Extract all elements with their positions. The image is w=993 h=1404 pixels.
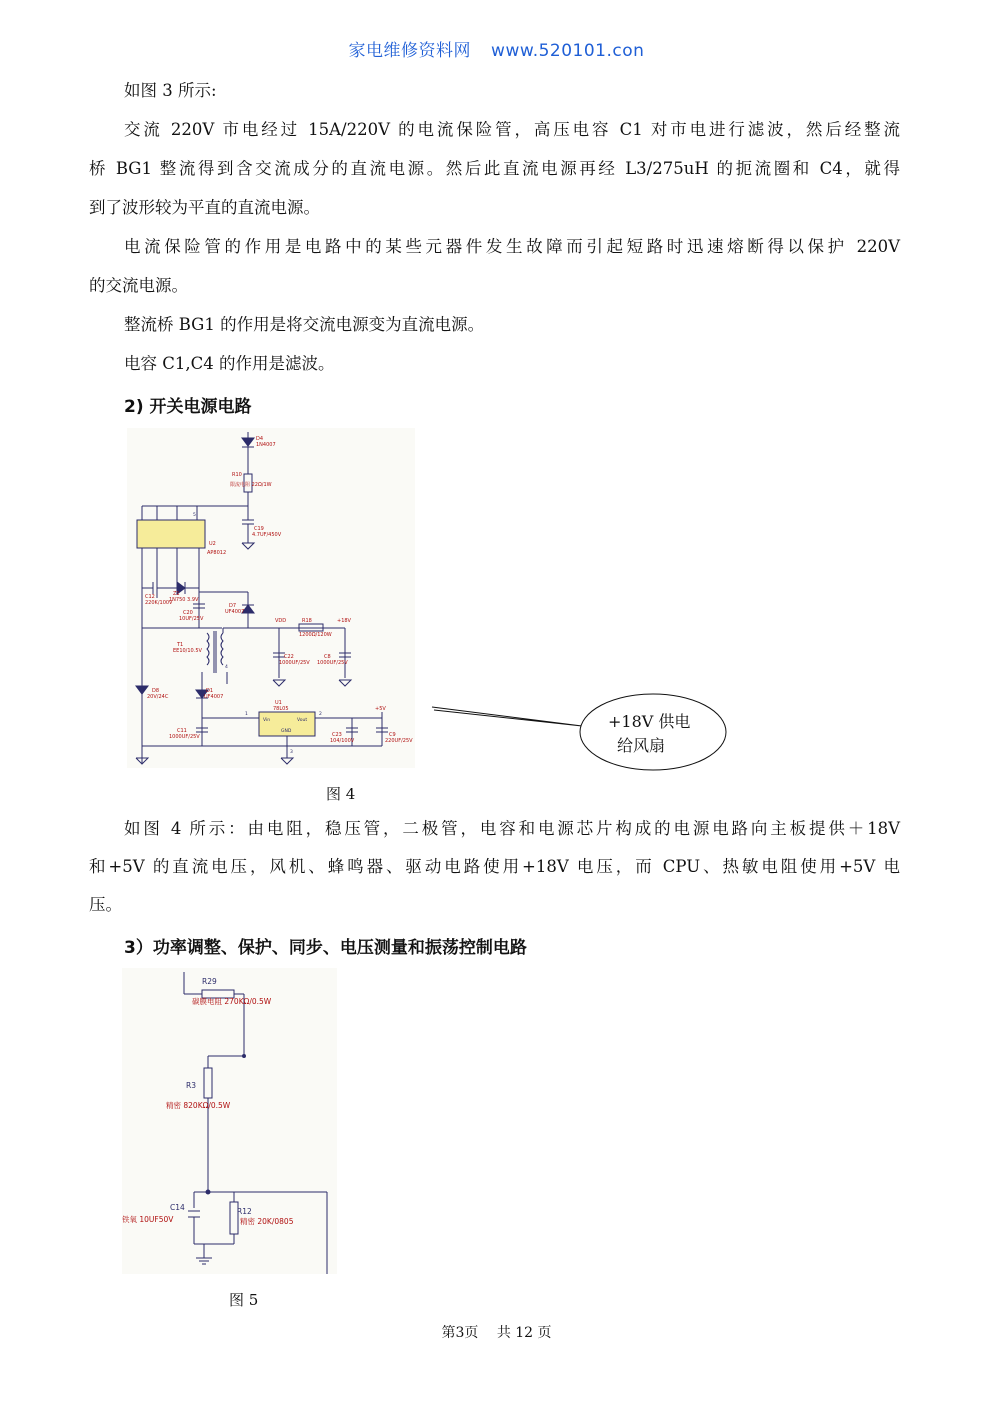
label-c8: C8 — [324, 654, 331, 660]
label-vout: Vout — [297, 718, 308, 723]
figure-5-schematic — [122, 968, 337, 1274]
callout-line-1: +18V 供电 — [608, 712, 691, 731]
site-name[interactable]: 家电维修资料网 — [348, 41, 472, 61]
paragraph-line: 交流 220V 市电经过 15A/220V 的电流保险管，高压电容 C1 对市电进行滤波，然后经整流 — [124, 120, 900, 139]
label-c11-val: 1000UF/25V — [169, 734, 200, 740]
label-pin3: 3 — [290, 750, 293, 755]
label-c20-val: 10UF/25V — [179, 616, 204, 622]
section-heading-3: 3）功率调整、保护、同步、电压测量和振荡控制电路 — [124, 938, 527, 958]
label-c20: C20 — [183, 610, 193, 616]
label-c9-val: 220UF/25V — [385, 738, 413, 744]
label-gnd: GND — [281, 729, 292, 734]
label-c12: C12 — [145, 594, 155, 600]
paragraph-intro: 如图 3 所示: — [124, 81, 217, 100]
paragraph-line: 到了波形较为平直的直流电源。 — [89, 198, 320, 217]
label-c11: C11 — [177, 728, 187, 734]
page-total: 共 12 页 — [496, 1325, 552, 1341]
figure-4-caption: 图 4 — [326, 785, 356, 803]
label-c22-val: 1000UF/25V — [279, 660, 310, 666]
label-c23: C23 — [332, 732, 342, 738]
label-r10: R10 — [232, 472, 242, 478]
label-r3: R3 — [186, 1081, 196, 1090]
label-d8-val: 20V/24C — [147, 694, 169, 700]
figure-4-schematic — [127, 428, 415, 768]
label-r10-val: 限流电阻 22Ω/1W — [230, 482, 272, 488]
page-footer — [0, 1322, 993, 1342]
label-r12: R12 — [237, 1207, 252, 1216]
label-pin1: 1 — [245, 712, 248, 717]
label-r12-val: 精密 20K/0805 — [240, 1217, 294, 1226]
label-5v: +5V — [375, 706, 386, 712]
label-u1-val: 78L05 — [273, 706, 289, 712]
label-d7: D7 — [229, 603, 237, 609]
label-d1-val: UF4007 — [204, 694, 224, 700]
label-r29: R29 — [202, 977, 217, 986]
section-heading-2: 2) 开关电源电路 — [124, 397, 252, 417]
page-header — [0, 36, 993, 61]
label-vin: Vin — [263, 718, 271, 723]
label-c8-val: 1000UF/25V — [317, 660, 348, 666]
label-c22: C22 — [284, 654, 294, 660]
label-r29-val: 碳膜电阻 270KΩ/0.5W — [192, 997, 272, 1006]
label-c19: C19 — [254, 526, 264, 532]
label-d1: D1 — [206, 688, 214, 694]
paragraph-line: 电流保险管的作用是电路中的某些元器件发生故障而引起短路时迅速熔断得以保护 220V — [124, 237, 900, 256]
label-t1-val: EE10/10.5V — [173, 648, 202, 654]
label-pin2: 2 — [319, 712, 322, 717]
callout-line-2: 给风扇 — [617, 736, 666, 755]
label-pin5: 5 — [193, 513, 196, 518]
paragraph-line: 电容 C1,C4 的作用是滤波。 — [124, 354, 335, 373]
label-vdd: VDD — [275, 618, 287, 624]
label-t1: T1 — [177, 642, 184, 648]
paragraph-line: 和+5V 的直流电压，风机、蜂鸣器、驱动电路使用+18V 电压，而 CPU、热敏电阻使用+5V 电 — [89, 857, 900, 876]
paragraph-line: 整流桥 BG1 的作用是将交流电源变为直流电源。 — [124, 315, 485, 334]
paragraph-line: 压。 — [89, 895, 122, 914]
label-c9: C9 — [389, 732, 396, 738]
label-z1-val: 1N750 3.9V — [169, 597, 199, 603]
site-url[interactable]: www.520101.con — [491, 41, 645, 61]
label-pin4: 4 — [225, 665, 228, 670]
label-r18-val: 1200Ω/120W — [299, 632, 332, 638]
label-d7-val: UF4007 — [225, 609, 245, 615]
label-z1: Z1 — [173, 591, 180, 597]
label-r18: R18 — [302, 618, 312, 624]
paragraph-line: 如图 4 所示：由电阻，稳压管，二极管，电容和电源芯片构成的电源电路向主板提供＋18V — [124, 819, 900, 838]
paragraph-line: 桥 BG1 整流得到含交流成分的直流电源。然后此直流电源再经 L3/275uH 的扼流圈和 C4，就得 — [89, 159, 900, 178]
label-d8: D8 — [152, 688, 160, 694]
label-c19-val: 4.7UF/450V — [252, 532, 282, 538]
label-r3-val: 精密 820KΩ/0.5W — [166, 1101, 231, 1110]
callout-graphic — [430, 690, 730, 780]
label-u2: U2 — [209, 541, 216, 547]
label-18v: +18V — [337, 618, 351, 624]
label-c14: C14 — [170, 1203, 185, 1212]
paragraph-line: 的交流电源。 — [89, 276, 188, 295]
label-c12-val: 220K/100V — [145, 600, 173, 606]
label-d4-val: 1N4007 — [256, 442, 276, 448]
label-u2-val: AP8012 — [207, 550, 227, 556]
page-number: 第3页 — [441, 1325, 479, 1341]
label-c14-val: 铁氧 10UF50V — [122, 1215, 174, 1224]
label-u1: U1 — [275, 700, 282, 706]
label-c23-val: 104/100V — [330, 738, 355, 744]
figure-5-caption: 图 5 — [229, 1291, 259, 1309]
label-d4: D4 — [256, 436, 264, 442]
